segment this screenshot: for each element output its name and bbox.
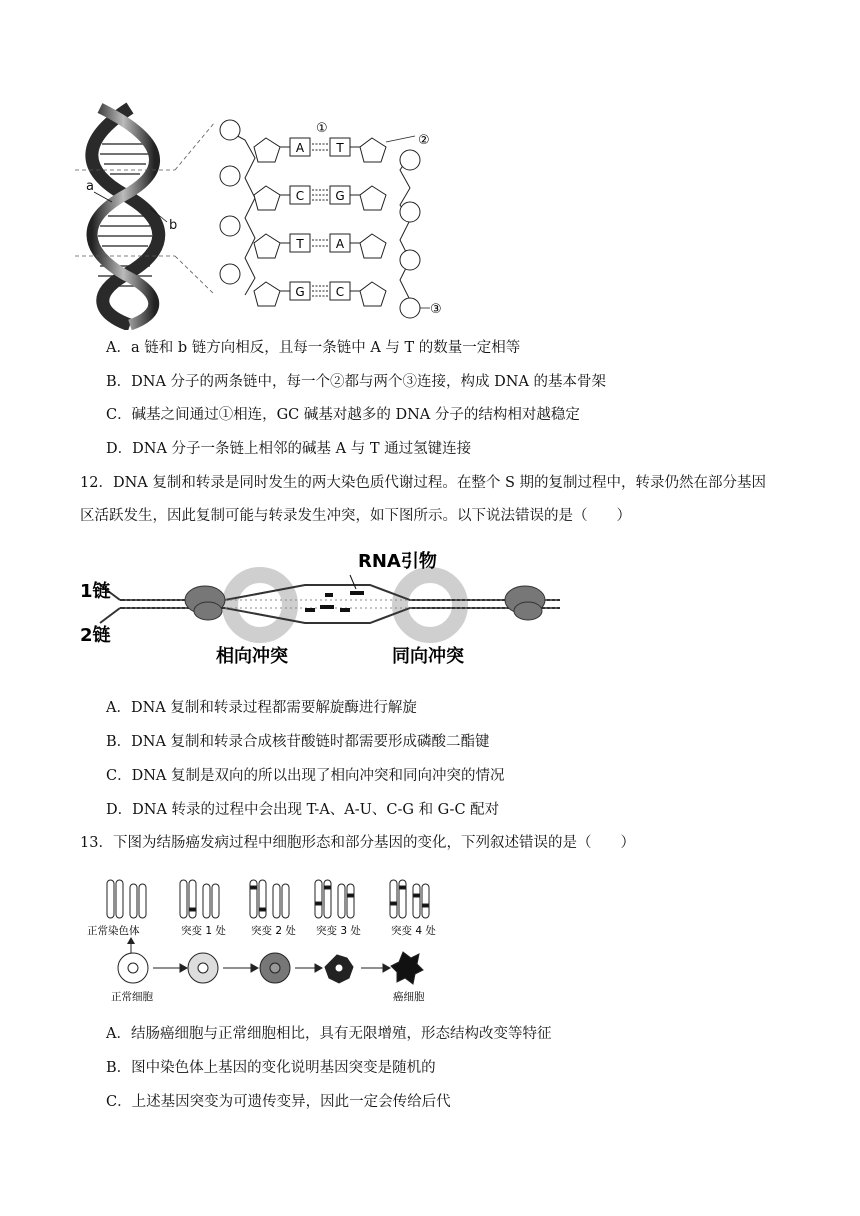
mutation-3-label: 突变 3 处 [316,925,361,937]
hydrogen-bonds [312,144,328,296]
strand-a-label: a [86,179,94,194]
right-backbone [360,138,420,318]
co-directional-ring [400,575,460,635]
chromosome-group-mut2 [250,880,289,918]
rna-primer-label: RNA引物 [358,551,437,572]
base-pair-boxes [280,138,360,300]
mutation-2-label: 突变 2 处 [251,925,296,937]
q12-stem-line2: 区活跃发生，因此复制可能与转录发生冲突，如下图所示。以下说法错误的是（ ） [80,508,631,524]
base-right-3: A [335,237,345,251]
chain2-label: 2链 [80,625,111,646]
normal-chromosome-label: 正常染色体 [87,925,140,937]
base-left-1: A [295,141,305,155]
q13-option-a: A．结肠癌细胞与正常细胞相比，具有无限增殖，形态结构改变等特征 [106,1026,552,1042]
dna-structure-figure [70,100,460,330]
chromosome-group-mut1 [180,880,219,918]
replication-conflict-figure [80,545,600,675]
base-left-3: T [296,237,304,251]
head-on-ring [230,575,290,635]
q11-option-d: D．DNA 分子一条链上相邻的碱基 A 与 T 通过氢键连接 [106,441,472,457]
q11-option-c: C．碱基之间通过①相连，GC 碱基对越多的 DNA 分子的结构相对越稳定 [106,407,580,423]
q12-stem-line1: 12．DNA 复制和转录是同时发生的两大染色质代谢过程。在整个 S 期的复制过程中，转录仍然在部分基因 [80,475,766,491]
marker-2: ② [418,133,430,148]
colon-cancer-figure [85,872,455,1004]
strand-b-label: b [169,218,178,233]
q12-option-d: D．DNA 转录的过程中会出现 T-A、A-U、C-G 和 G-C 配对 [106,802,500,818]
q12-option-a: A．DNA 复制和转录过程都需要解旋酶进行解旋 [106,700,417,716]
head-on-conflict-label: 相向冲突 [216,646,288,667]
q11-option-a: A．a 链和 b 链方向相反，且每一条链中 A 与 T 的数量一定相等 [106,340,521,356]
base-right-4: C [335,285,345,299]
q11-option-b: B．DNA 分子的两条链中，每一个②都与两个③连接，构成 DNA 的基本骨架 [106,374,607,390]
chain1-label: 1链 [80,581,111,602]
mutation-1-label: 突变 1 处 [181,925,226,937]
rna-polymerase-left [185,586,225,620]
chromosome-group-normal [107,880,146,918]
cancer-cell-label: 癌细胞 [393,991,425,1003]
marker-3: ③ [430,302,442,317]
co-directional-conflict-label: 同向冲突 [392,646,464,667]
left-backbone [220,120,280,306]
dna-strands [100,585,560,623]
rna-polymerase-right [505,586,545,620]
marker-1: ① [316,121,328,136]
base-left-4: G [295,285,305,299]
q13-option-b: B．图中染色体上基因的变化说明基因突变是随机的 [106,1060,436,1076]
q12-option-b: B．DNA 复制和转录合成核苷酸链时都需要形成磷酸二酯键 [106,734,490,750]
chromosome-group-mut3 [315,880,354,918]
q12-option-c: C．DNA 复制是双向的所以出现了相向冲突和同向冲突的情况 [106,768,505,784]
base-right-1: T [336,141,344,155]
chromosome-group-mut4 [390,880,429,918]
rna-primers [305,591,364,612]
q13-option-c: C．上述基因突变为可遗传变异，因此一定会传给后代 [106,1094,451,1110]
normal-cell-label: 正常细胞 [111,991,153,1003]
base-right-2: G [335,189,345,203]
mutation-4-label: 突变 4 处 [391,925,436,937]
base-left-2: C [295,189,305,203]
q13-stem: 13．下图为结肠癌发病过程中细胞形态和部分基因的变化，下列叙述错误的是（ ） [80,835,635,851]
